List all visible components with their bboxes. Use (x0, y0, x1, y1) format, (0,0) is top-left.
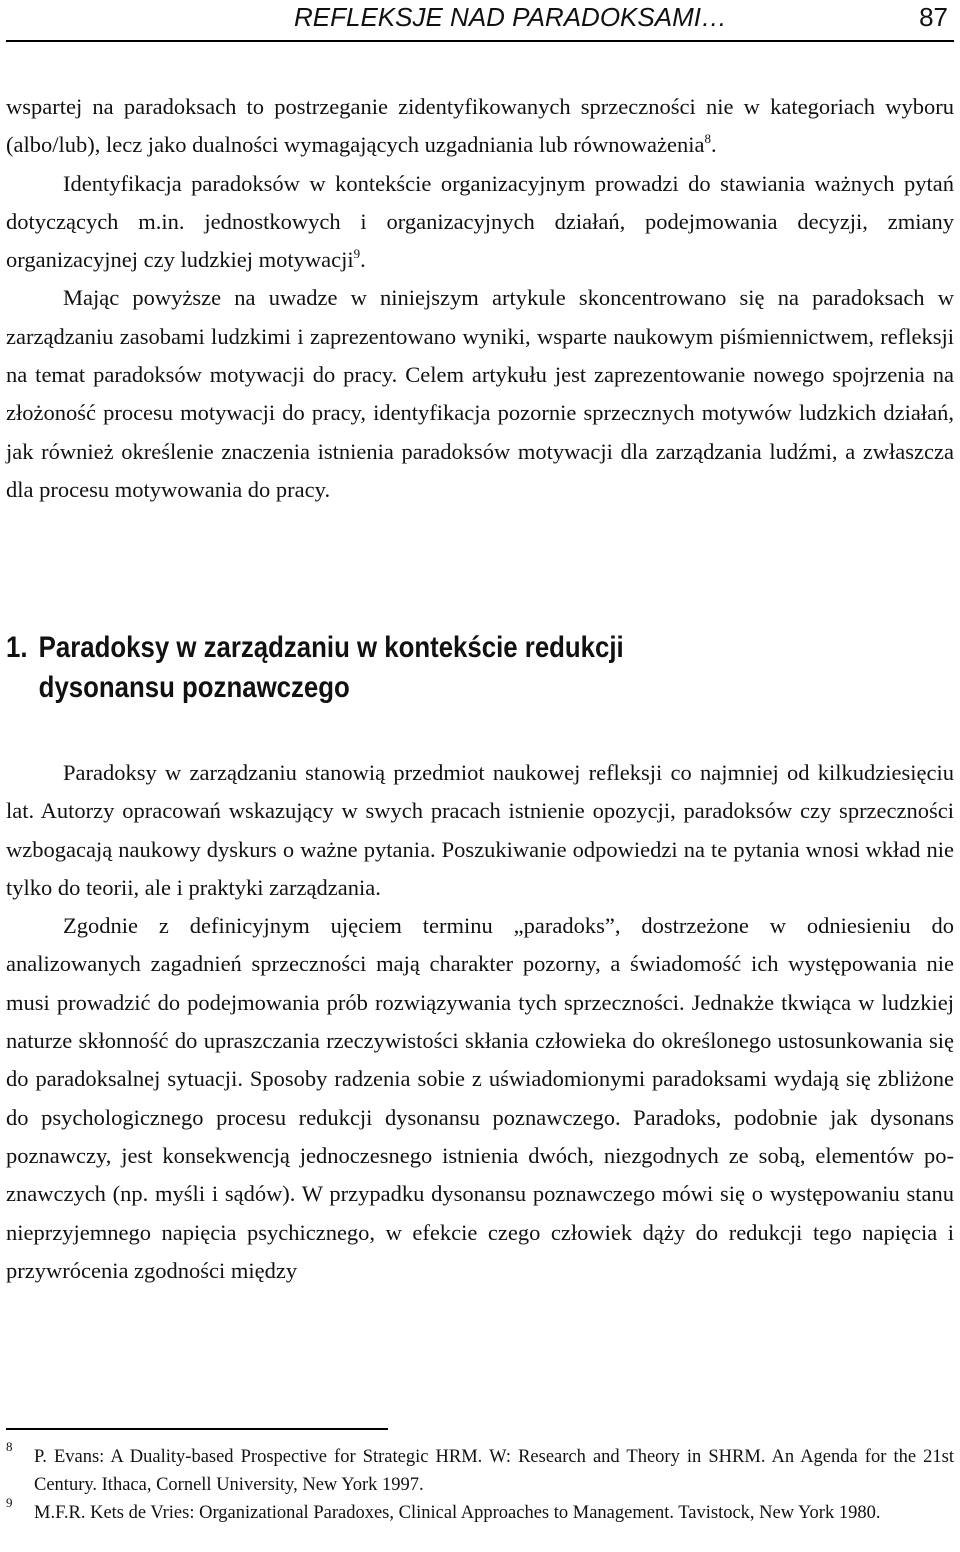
paragraph: Mając powyższe na uwadze w niniejszym artykule skoncentrowano się na paradoksach w zarządzaniu zasobami ludzkimi i zaprezentowano wyniki, wsparte naukowym piśmiennictwem, refleksji na temat paradoksów motywacji do pracy. Celem artykułu jest zaprezentowanie nowego spojrzenia na złożoność procesu motywacji do pracy, identyfikacja pozornie sprzecznych motywów ludzkich działań, jak również określenie znaczenia istnienia paradoksów motywacji dla zarządzania ludźmi, a zwłaszcza dla procesu motywowania do pracy. (6, 285, 954, 502)
section-title-line2: dysonansu poznawczego (38, 671, 350, 704)
paragraph: Zgodnie z definicyjnym ujęciem terminu „paradoks”, dostrzeżone w odniesieniu do analizowanych zagadnień sprzeczności mają charakter pozorny, a świadomość ich występowania nie musi prowadzić do podejmowania prób rozwiązywania tych sprzeczności. Jednakże tkwiąca w ludzkiej naturze skłonność do upraszczania rzeczywistości skłania człowieka do określonego ustosunkowania się do paradoksalnej sytuacji. Sposoby radzenia sobie z uświadomionymi paradoksami wydają się zbliżone do psychologicznego procesu redukcji dysonansu poznawczego. Paradoks, podobnie jak dysonans poznawczy, jest konsekwencją jednoczesnego istnienia dwóch, niezgodnych ze sobą, elementów poznawczych (np. myśli i sądów). W przypadku dysonansu poznawczego mówi się o występowaniu stanu nieprzyjemnego napięcia psychicznego, w efekcie czego człowiek dąży do redukcji tego napięcia i przywrócenia zgodności między (6, 913, 954, 1283)
footnote-divider (6, 1428, 388, 1430)
footnotes (6, 1439, 954, 1527)
footnote-text: M.F.R. Kets de Vries: Organizational Paradoxes, Clinical Approaches to Management. Tavistock, New York 1980. (34, 1503, 881, 1523)
section-heading (6, 628, 814, 708)
paragraph: Paradoksy w zarządzaniu stanowią przedmiot naukowej refleksji co najmniej od kilkudziesięciu lat. Autorzy opracowań wskazujący w swych pracach istnienie opozycji, paradoksów czy sprzeczności wzbogacają naukowy dyskurs o ważne pytania. Poszukiwanie odpowiedzi na te pytania wnosi wkład nie tylko do teorii, ale i praktyki zarządzania. (6, 760, 954, 900)
footnote (6, 1439, 954, 1499)
paragraph-text: wspartej na paradoksach to postrzeganie zidentyfikowanych sprzeczności nie w kategoriach wyboru (albo/lub), lecz jako dualności wymagających uzgadniania lub równoważenia (6, 94, 954, 158)
paragraph-text: . (710, 132, 717, 158)
paragraph (6, 165, 954, 280)
footnote-mark: 8 (6, 1439, 13, 1454)
running-title: REFLEKSJE NAD PARADOKSAMI… (294, 2, 727, 32)
footnote-ref: 9 (353, 246, 361, 262)
footnote-ref: 8 (704, 131, 711, 147)
paragraph-text: . (360, 247, 366, 273)
footnote (6, 1495, 954, 1527)
section-body (6, 754, 954, 1290)
section-title-line1: Paradoksy w zarządzaniu w kontekście redukcji (38, 631, 624, 664)
footnote-mark: 9 (6, 1495, 13, 1510)
footnote-text: P. Evans: A Duality-based Prospective for Strategic HRM. W: Research and Theory in SHRM. An Agenda for the 21st Century. Ithaca, Cornell University, New York 1997. (34, 1447, 954, 1495)
intro-text (6, 88, 954, 509)
page-number: 87 (919, 2, 948, 32)
paragraph (6, 88, 954, 165)
section-number: 1. (6, 631, 28, 664)
page-header (6, 0, 954, 42)
paragraph-text: Identyfikacja paradoksów w kontekście organizacyjnym prowadzi do stawiania ważnych pytań dotyczących m.in. jednostkowych i organizacyjnych działań, podejmowania decyzji, zmiany organizacyjnej czy ludzkiej motywacji (6, 170, 954, 273)
